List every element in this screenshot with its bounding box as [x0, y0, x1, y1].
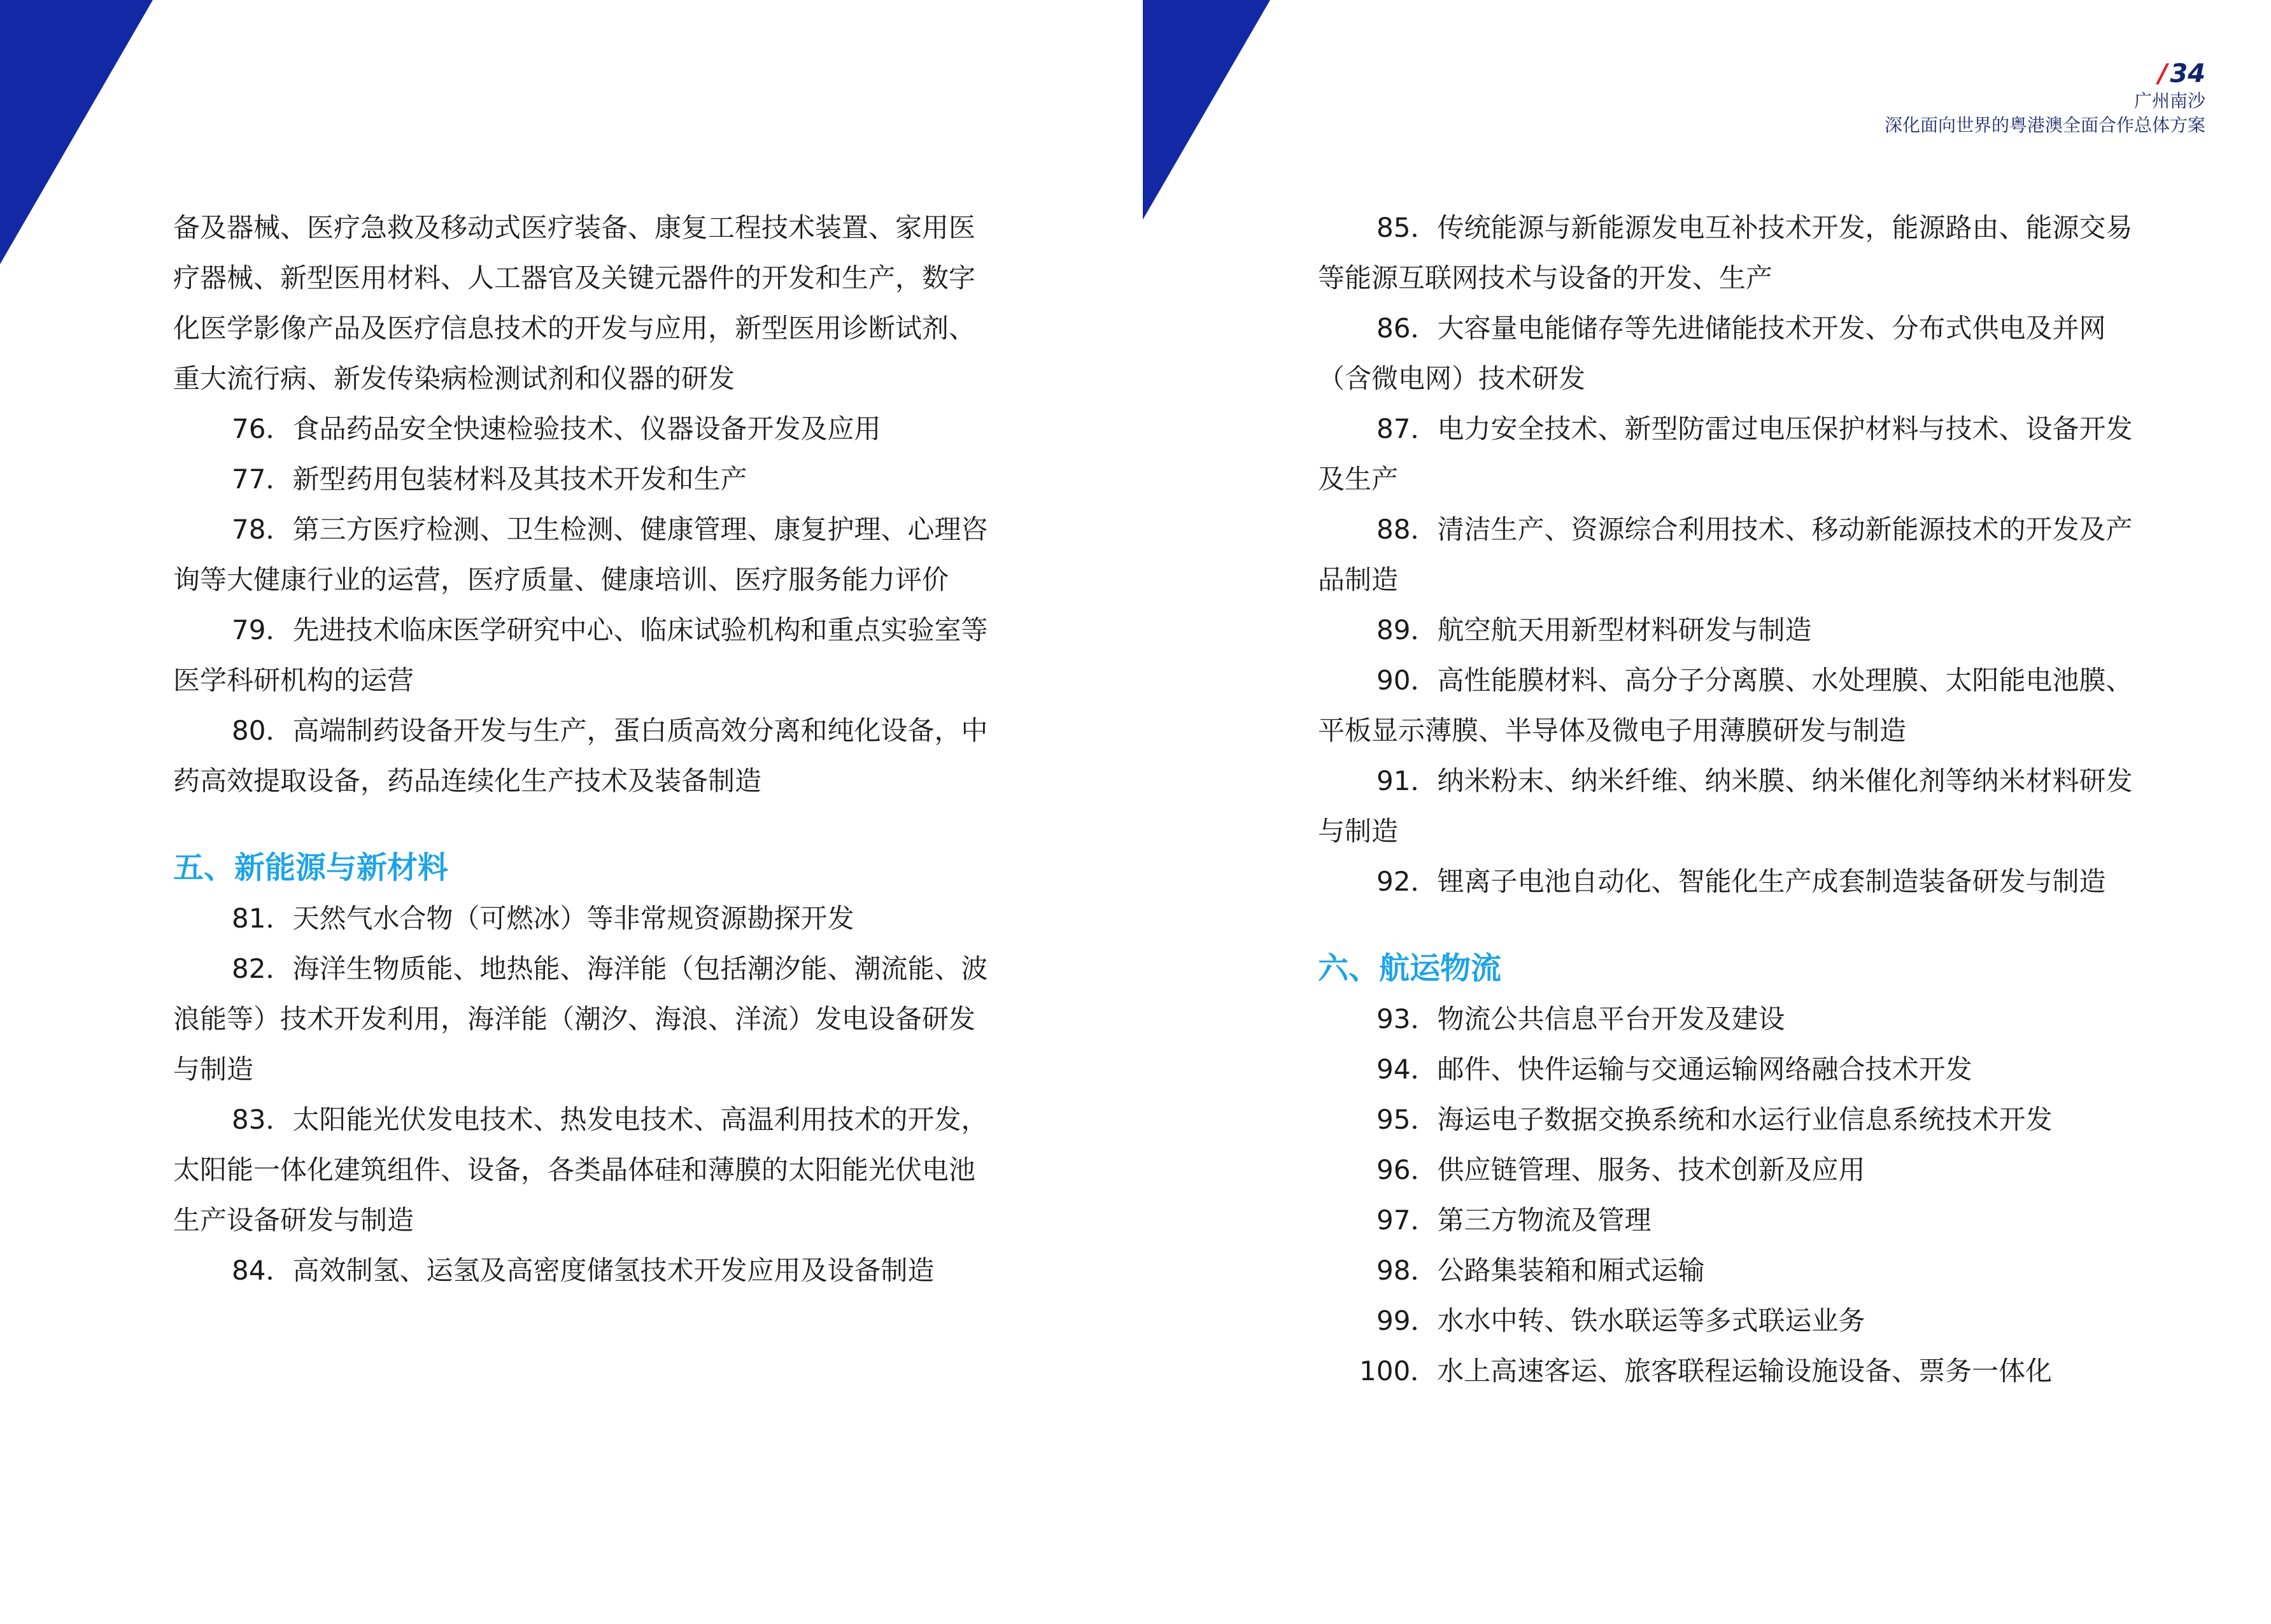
list-item: 89．航空航天用新型材料研发与制造	[1376, 614, 1812, 646]
list-item: 90．高性能膜材料、高分子分离膜、水处理膜、太阳能电池膜、平板显示薄膜、半导体及微电子用薄膜研发与制造	[1318, 665, 2133, 746]
list-item: 93．物流公共信息平台开发及建设	[1376, 1003, 1785, 1034]
list-item: 80．高端制药设备开发与生产，蛋白质高效分离和纯化设备，中药高效提取设备，药品连续化生产技术及装备制造	[173, 715, 988, 796]
list-item: 82．海洋生物质能、地热能、海洋能（包括潮汐能、潮流能、波浪能等）技术开发利用，海洋能（潮汐、海浪、洋流）发电设备研发与制造	[173, 953, 988, 1085]
left-column	[173, 202, 994, 1296]
header-document-title: 深化面向世界的粤港澳全面合作总体方案	[1884, 115, 2205, 136]
list-item: 76．食品药品安全快速检验技术、仪器设备开发及应用	[232, 413, 881, 444]
list-item: 88．清洁生产、资源综合利用技术、移动新能源技术的开发及产品制造	[1318, 514, 2133, 595]
corner-decoration-left	[0, 0, 159, 267]
list-item: 96．供应链管理、服务、技术创新及应用	[1376, 1154, 1865, 1185]
list-item: 79．先进技术临床医学研究中心、临床试验机构和重点实验室等医学科研机构的运营	[173, 614, 988, 696]
list-item: 81．天然气水合物（可燃冰）等非常规资源勘探开发	[232, 903, 854, 934]
page-header	[1885, 59, 2205, 138]
header-city: 广州南沙	[2133, 90, 2205, 111]
list-item: 84．高效制氢、运氢及高密度储氢技术开发应用及设备制造	[232, 1255, 935, 1286]
list-item: 78．第三方医疗检测、卫生检测、健康管理、康复护理、心理咨询等大健康行业的运营，医疗质量、健康培训、医疗服务能力评价	[173, 514, 988, 595]
list-item: 98．公路集装箱和厢式运输	[1376, 1255, 1705, 1286]
list-item: 97．第三方物流及管理	[1376, 1204, 1652, 1236]
list-item: 99．水水中转、铁水联运等多式联运业务	[1376, 1305, 1865, 1336]
corner-decoration-right	[1143, 0, 1277, 223]
list-item: 87．电力安全技术、新型防雷过电压保护材料与技术、设备开发及生产	[1318, 413, 2133, 495]
list-item: 86．大容量电能储存等先进储能技术开发、分布式供电及并网（含微电网）技术研发	[1318, 313, 2106, 394]
list-item: 100．水上高速客运、旅客联程运输设施设备、票务一体化	[1359, 1355, 2053, 1387]
page-number-value: 34	[2170, 59, 2205, 88]
intro-paragraph: 备及器械、医疗急救及移动式医疗装备、康复工程技术装置、家用医疗器械、新型医用材料、人工器官及关键元器件的开发和生产，数字化医学影像产品及医疗信息技术的开发与应用，新型医用诊断试剂、重大流行病、新发传染病检测试剂和仪器的研发	[173, 212, 976, 394]
list-item: 91．纳米粉末、纳米纤维、纳米膜、纳米催化剂等纳米材料研发与制造	[1318, 765, 2133, 847]
section-title-shipping-logistics: 六、航运物流	[1318, 950, 1502, 986]
right-column	[1318, 202, 2139, 1396]
list-item: 94．邮件、快件运输与交通运输网络融合技术开发	[1376, 1054, 1972, 1085]
list-item: 85．传统能源与新能源发电互补技术开发，能源路由、能源交易等能源互联网技术与设备的开发、生产	[1318, 212, 2133, 293]
section-title-new-energy: 五、新能源与新材料	[173, 850, 449, 886]
list-item: 77．新型药用包装材料及其技术开发和生产	[232, 463, 747, 495]
slash-mark: /	[2158, 59, 2168, 88]
page-number	[1885, 59, 2205, 89]
list-item: 92．锂离子电池自动化、智能化生产成套制造装备研发与制造	[1376, 866, 2106, 897]
list-item: 83．太阳能光伏发电技术、热发电技术、高温利用技术的开发，太阳能一体化建筑组件、设备，各类晶体硅和薄膜的太阳能光伏电池生产设备研发与制造	[173, 1104, 988, 1236]
list-item: 95．海运电子数据交换系统和水运行业信息系统技术开发	[1376, 1104, 2053, 1135]
